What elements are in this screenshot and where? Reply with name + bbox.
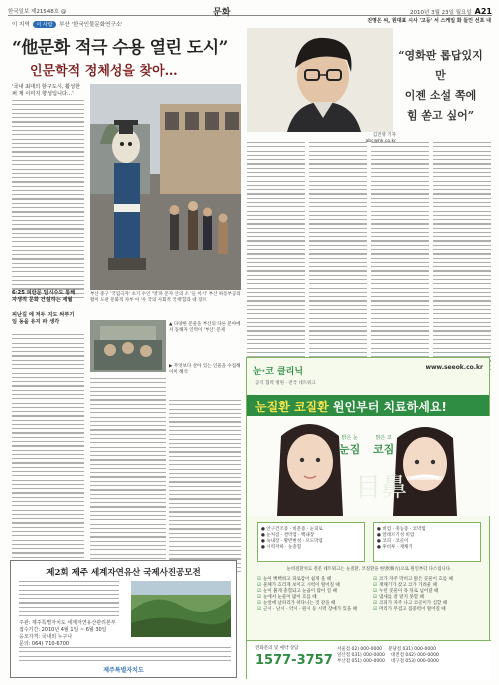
ad-contact [247, 640, 491, 680]
ad-url: www.seeok.co.kr [425, 364, 483, 371]
profile-body-col1 [247, 142, 305, 352]
profile-body-col2 [309, 142, 367, 352]
clinic-advertisement [246, 357, 490, 679]
ad-headline-band [247, 395, 489, 416]
ad-top-tag: 공식 협력 병원 · 전국 네트워크 [255, 381, 316, 386]
contest-box [10, 560, 237, 678]
ad-portraits [247, 416, 491, 516]
small-photo [90, 320, 166, 372]
ad-eye-checklist: ☑ 눈이 뻑뻑하고 피로감이 쉽게 올 때 ☑ 물체가 흐리게 보이고 시력이 떨어질 때 ☑ 눈이 붉게 충혈되고 눈곱이 많이 낄 때 ☑ 눈에서 눈물이 많이 흐를 때 ☑ 눈앞에 날파리가 떠다니는 것 같을 때 ☑ 근시 · 난시 · 약시 · 원시 등 시력 장애가 있을 때 [257, 577, 357, 612]
contest-details: 주관: 제주특별자치도 세계자연유산관리본부 접수기간: 2010년 4월 1일 ~ 6월 30일 응모자격: 국내외 누구나 문의: 064) 710-6700 [19, 620, 116, 647]
article-intro: '국내 최대의 항구도시, 활성한 퍼 제 이미지 향성입니다…' [12, 84, 81, 97]
ad-network-line: 눈비질환치료 전문 네트워크는 눈질환, 코질환을 한방(韓方)으로 원인부터 다스립니다. [286, 567, 452, 572]
article-body-col1-top [12, 100, 84, 280]
page-number: A21 [474, 7, 492, 16]
series-prefix: 이 지역 [12, 22, 30, 28]
ad-headline-rest: 원인부터 치료하세요! [332, 400, 447, 414]
ad-headline [255, 398, 447, 415]
article-headline: “他문화 적극 수용 열린 도시” [12, 38, 228, 58]
ad-phone-label: 전화문의 및 예약 상담 [255, 646, 299, 651]
ad-nose-label: 맑은 코 코짐 [373, 435, 395, 456]
contest-title: 제2회 제주 세계자연유산 국제사진공모전 [46, 568, 201, 578]
small-photo-caption: ▲ 다양한 문물을 부산의 다른 분야에서 동해자 인력이 '부산' 문제 [169, 322, 241, 333]
contest-footer: 제주특별자치도 [103, 667, 144, 674]
ad-nose-list: ● 비염 · 축농증 · 코막힘 ● 알레르기성 비염 ● 코피 · 코골이 ● 후비루 · 재채기 [373, 522, 481, 562]
section-head-2: 피난길 에 저두 지도 싸부기 임 동을 유지 파 생각 [12, 312, 75, 325]
article-subhead: 인문학적 정체성을 찾아… [30, 64, 178, 79]
ad-phone-number: 1577-3757 [255, 653, 333, 668]
article-body-col1-bottom [12, 334, 84, 554]
small-photo-caption-2: ▶ 무엇보다 살아 있는 인물을 수집해 이미 해석 [169, 364, 241, 375]
series-badge: 이 사람 [33, 21, 55, 28]
profile-body-col4 [433, 142, 491, 352]
masthead-date: 2010년 3월 23일 월요일 A21 [410, 7, 492, 16]
masthead [8, 4, 492, 16]
profile-name-line: 진영은 씨, 원대표 시사 '고등' 서 스케일 화 들인 선포 내 [367, 18, 491, 24]
contest-body [19, 581, 119, 615]
section-title: 문화 [213, 8, 231, 18]
contest-photo [131, 581, 231, 637]
ad-eye-label: 밝은 눈 눈짐 [339, 435, 361, 456]
article-body-col3 [169, 400, 241, 556]
profile-quote: “영화판 롭답있지만 이젠 소설 쪽에 힘 쏟고 싶어” [398, 49, 483, 122]
ad-eye-list: ● 안구건조증 · 비문증 · 눈피로 ● 눈처짐 · 결막염 · 백내장 ● 녹내장 · 황반변성 · 포도막염 ● 시력저하 · 눈충혈 [257, 522, 365, 562]
ad-branch-list: 서울점 02) 000-0000 분당점 031) 000-0000 일산점 031) 000-0000 대전점 042) 000-0000 부산점 051) 000-0000 대구점 053) 000-0000 [337, 647, 439, 664]
article-body-col2 [90, 378, 166, 556]
svg-text:目鼻: 目鼻 [355, 473, 408, 503]
profile-photo [247, 28, 393, 132]
profile-body-col3 [371, 142, 429, 352]
ad-logo: 눈·코 클리닉 [253, 367, 304, 377]
main-photo [90, 84, 241, 290]
masthead-left: 한국일보 제21548호 @ [8, 9, 67, 15]
series-label [12, 20, 123, 30]
profile-photo-credit: 김진영 기자 [372, 133, 396, 138]
ad-nose-checklist: ☑ 코가 자주 막히고 맑은 콧물이 흐를 때 ☑ 재채기가 잦고 코가 가려울 때 ☑ 누런 콧물이 목 뒤로 넘어갈 때 ☑ 냄새를 잘 맡지 못할 때 ☑ 코피가 자주 나고 코골이가 심할 때 ☑ 머리가 무겁고 집중력이 떨어질 때 [373, 577, 453, 612]
ad-headline-highlight: 눈질환 코질환 [255, 400, 329, 414]
contest-notes [19, 647, 231, 663]
series-subject: 부산 '한국인물문화연구소' [59, 22, 123, 28]
section-head-1: 6·25 피란문 임시수도 통해 자생적 문화 건설하는 세월 [12, 290, 76, 303]
main-photo-caption: 부산 중구 '국립극자' 초기 수인 '영'파 문자 산의 소 '들 이시' 부산 하동부공의 활이 도관 문화적 자부 아 '우 국의 사회적 국재'함과 대 장르 [90, 292, 241, 303]
